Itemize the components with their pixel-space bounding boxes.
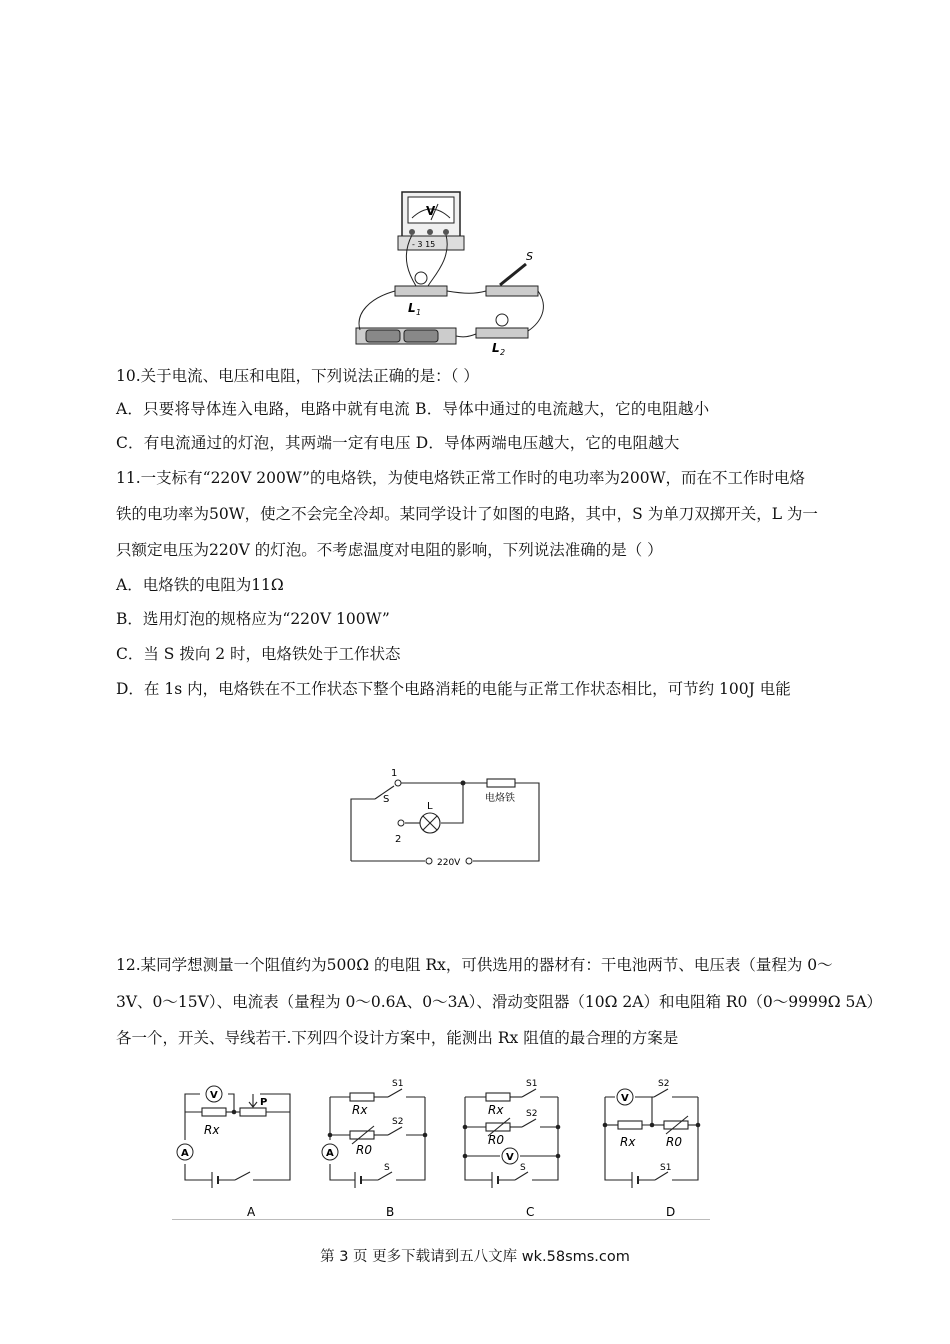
wire (359, 291, 395, 330)
junction-dot (463, 1125, 468, 1130)
switch-blade-icon (388, 1127, 402, 1135)
wire (396, 1097, 425, 1180)
slider-label: P (260, 1097, 268, 1108)
variable-arrow (666, 1116, 688, 1134)
voltmeter-label: V (426, 204, 436, 218)
junction-dot (461, 781, 466, 786)
q11-option-d: D．在 1s 内，电烙铁在不工作状态下整个电路消耗的电能与正常工作状态相比，可节约 100J 电能 (116, 680, 791, 698)
junction-dot (328, 1133, 333, 1138)
caption-c: C (526, 1205, 535, 1219)
switch-blade-icon (522, 1119, 536, 1127)
q11-option-a: A．电烙铁的电阻为11Ω (116, 576, 284, 594)
switch-label: S1 (392, 1079, 404, 1089)
resistor-rx (618, 1121, 642, 1129)
switch-blade-icon (235, 1172, 250, 1180)
rheostat-icon (240, 1108, 266, 1116)
ammeter-label: A (326, 1148, 334, 1159)
switch-label: S (384, 1163, 390, 1173)
circuit-a (185, 1094, 290, 1188)
rx-label: Rx (204, 1123, 220, 1137)
switch-base (486, 286, 538, 296)
lamp-label: L (427, 801, 433, 812)
supply-terminal (426, 858, 432, 864)
ammeter-label: A (181, 1148, 189, 1159)
soldering-iron-circuit-figure (345, 762, 545, 874)
resistor-box-r0 (486, 1123, 510, 1131)
switch-blade-icon (500, 264, 526, 285)
switch-label: S (520, 1163, 526, 1173)
q11-line-3: 只额定电压为220V 的灯泡。不考虑温度对电阻的影响，下列说法准确的是（ ） (116, 541, 663, 559)
junction-dot (232, 1110, 237, 1115)
q12-line-1: 12.某同学想测量一个阻值约为500Ω 的电阻 Rx，可供选用的器材有：干电池两节、电压表（量程为 0～ (116, 956, 833, 974)
switch-label: S2 (658, 1079, 670, 1089)
switch-blade-icon (378, 1172, 392, 1180)
lamp-base (476, 328, 528, 338)
junction-dot (463, 1154, 468, 1159)
rx-label: Rx (620, 1135, 636, 1149)
circuit-d (605, 1089, 698, 1188)
switch-label: S (383, 794, 390, 805)
q11-option-b: B．选用灯泡的规格应为“220V 100W” (116, 610, 390, 628)
switch-label: S1 (660, 1163, 672, 1173)
junction-dot (696, 1123, 701, 1128)
q10-options-ab: A．只要将导体连入电路，电路中就有电流 B．导体中通过的电流越大，它的电阻越小 (116, 400, 710, 418)
q10-options-cd: C．有电流通过的灯泡，其两端一定有电压 D．导体两端电压越大，它的电阻越大 (116, 434, 680, 452)
switch-label: S2 (526, 1109, 538, 1119)
q10-stem: 10.关于电流、电压和电阻，下列说法正确的是：（ ） (116, 367, 479, 385)
lamp1-label: L (408, 301, 416, 315)
junction-dot (556, 1125, 561, 1130)
junction-dot (556, 1154, 561, 1159)
terminal-2 (398, 820, 404, 826)
wire (441, 783, 463, 823)
lamp1-subscript: 1 (416, 308, 422, 317)
q11-option-c: C．当 S 拨向 2 时，电烙铁处于工作状态 (116, 645, 401, 663)
junction-dot (603, 1123, 608, 1128)
wire (253, 1094, 290, 1180)
battery-cell-icon (366, 330, 400, 342)
caption-a: A (247, 1205, 256, 1219)
resistor-rx (486, 1093, 510, 1101)
resistor-rx (350, 1093, 374, 1101)
battery-cell-icon (404, 330, 438, 342)
wire (456, 334, 476, 337)
wire (351, 799, 375, 861)
circuit-photo-figure (350, 188, 550, 358)
lamp2-label: L (492, 341, 500, 355)
q12-line-3: 各一个，开关、导线若干.下列四个设计方案中，能测出 Rx 阻值的最合理的方案是 (116, 1029, 679, 1047)
lamp-icon (415, 272, 427, 284)
q11-line-2: 铁的电功率为50W，使之不会完全冷却。某同学设计了如图的电路，其中，S 为单刀双掷开关，L 为一 (116, 505, 818, 523)
rx-label: Rx (488, 1103, 504, 1117)
voltage-label: 220V (437, 858, 461, 868)
iron-label: 电烙铁 (485, 793, 515, 804)
caption-d: D (666, 1205, 676, 1219)
resistor-icon (487, 779, 515, 787)
lamp2-subscript: 2 (500, 348, 506, 357)
switch-blade-icon (388, 1089, 402, 1097)
junction-dot (650, 1123, 655, 1128)
junction-dot (423, 1133, 428, 1138)
switch-blade-icon (654, 1089, 668, 1097)
switch-label: S1 (526, 1079, 538, 1089)
voltmeter-label: V (621, 1093, 629, 1104)
measurement-circuits-figure (170, 1072, 715, 1222)
switch-blade-icon (655, 1172, 668, 1180)
wire (185, 1094, 200, 1112)
q11-line-1: 11.一支标有“220V 200W”的电烙铁，为使电烙铁正常工作时的电功率为200W，而在不工作时电烙 (116, 469, 806, 487)
lamp-icon (496, 314, 508, 326)
resistor-box-r0 (350, 1131, 374, 1139)
variable-arrow (352, 1126, 374, 1144)
r0-label: R0 (356, 1143, 372, 1157)
terminal-2-label: 2 (395, 834, 402, 845)
rx-label: Rx (352, 1103, 368, 1117)
r0-label: R0 (488, 1133, 504, 1147)
lamp-base (395, 286, 447, 296)
switch-blade-icon (515, 1172, 528, 1180)
resistor-box-r0 (664, 1121, 688, 1129)
voltmeter-label: V (210, 1090, 218, 1101)
terminal-1-label: 1 (391, 768, 398, 779)
wire (447, 291, 486, 293)
wire (642, 1097, 652, 1125)
q12-line-2: 3V、0～15V）、电流表（量程为 0～0.6A、0～3A）、滑动变阻器（10Ω 2A）和电阻箱 R0（0～9999Ω 5A） (116, 993, 883, 1011)
voltmeter-label: V (506, 1152, 514, 1163)
supply-terminal (466, 858, 472, 864)
switch-blade-icon (522, 1089, 536, 1097)
wire (185, 1164, 212, 1180)
voltmeter-terminals: - 3 15 (412, 240, 436, 249)
page-footer: 第 3 页 更多下载请到五八文库 wk.58sms.com (320, 1249, 630, 1265)
slider-arrow (249, 1094, 257, 1107)
circuit-b (330, 1089, 425, 1188)
switch-label: S2 (392, 1117, 404, 1127)
figure-divider (172, 1219, 710, 1220)
wire (228, 1094, 234, 1112)
caption-b: B (386, 1205, 395, 1219)
r0-label: R0 (666, 1135, 682, 1149)
resistor-rx (202, 1108, 226, 1116)
terminal-1 (395, 780, 401, 786)
switch-label: S (526, 250, 533, 263)
wire (528, 291, 543, 331)
circuit-c (465, 1089, 558, 1188)
